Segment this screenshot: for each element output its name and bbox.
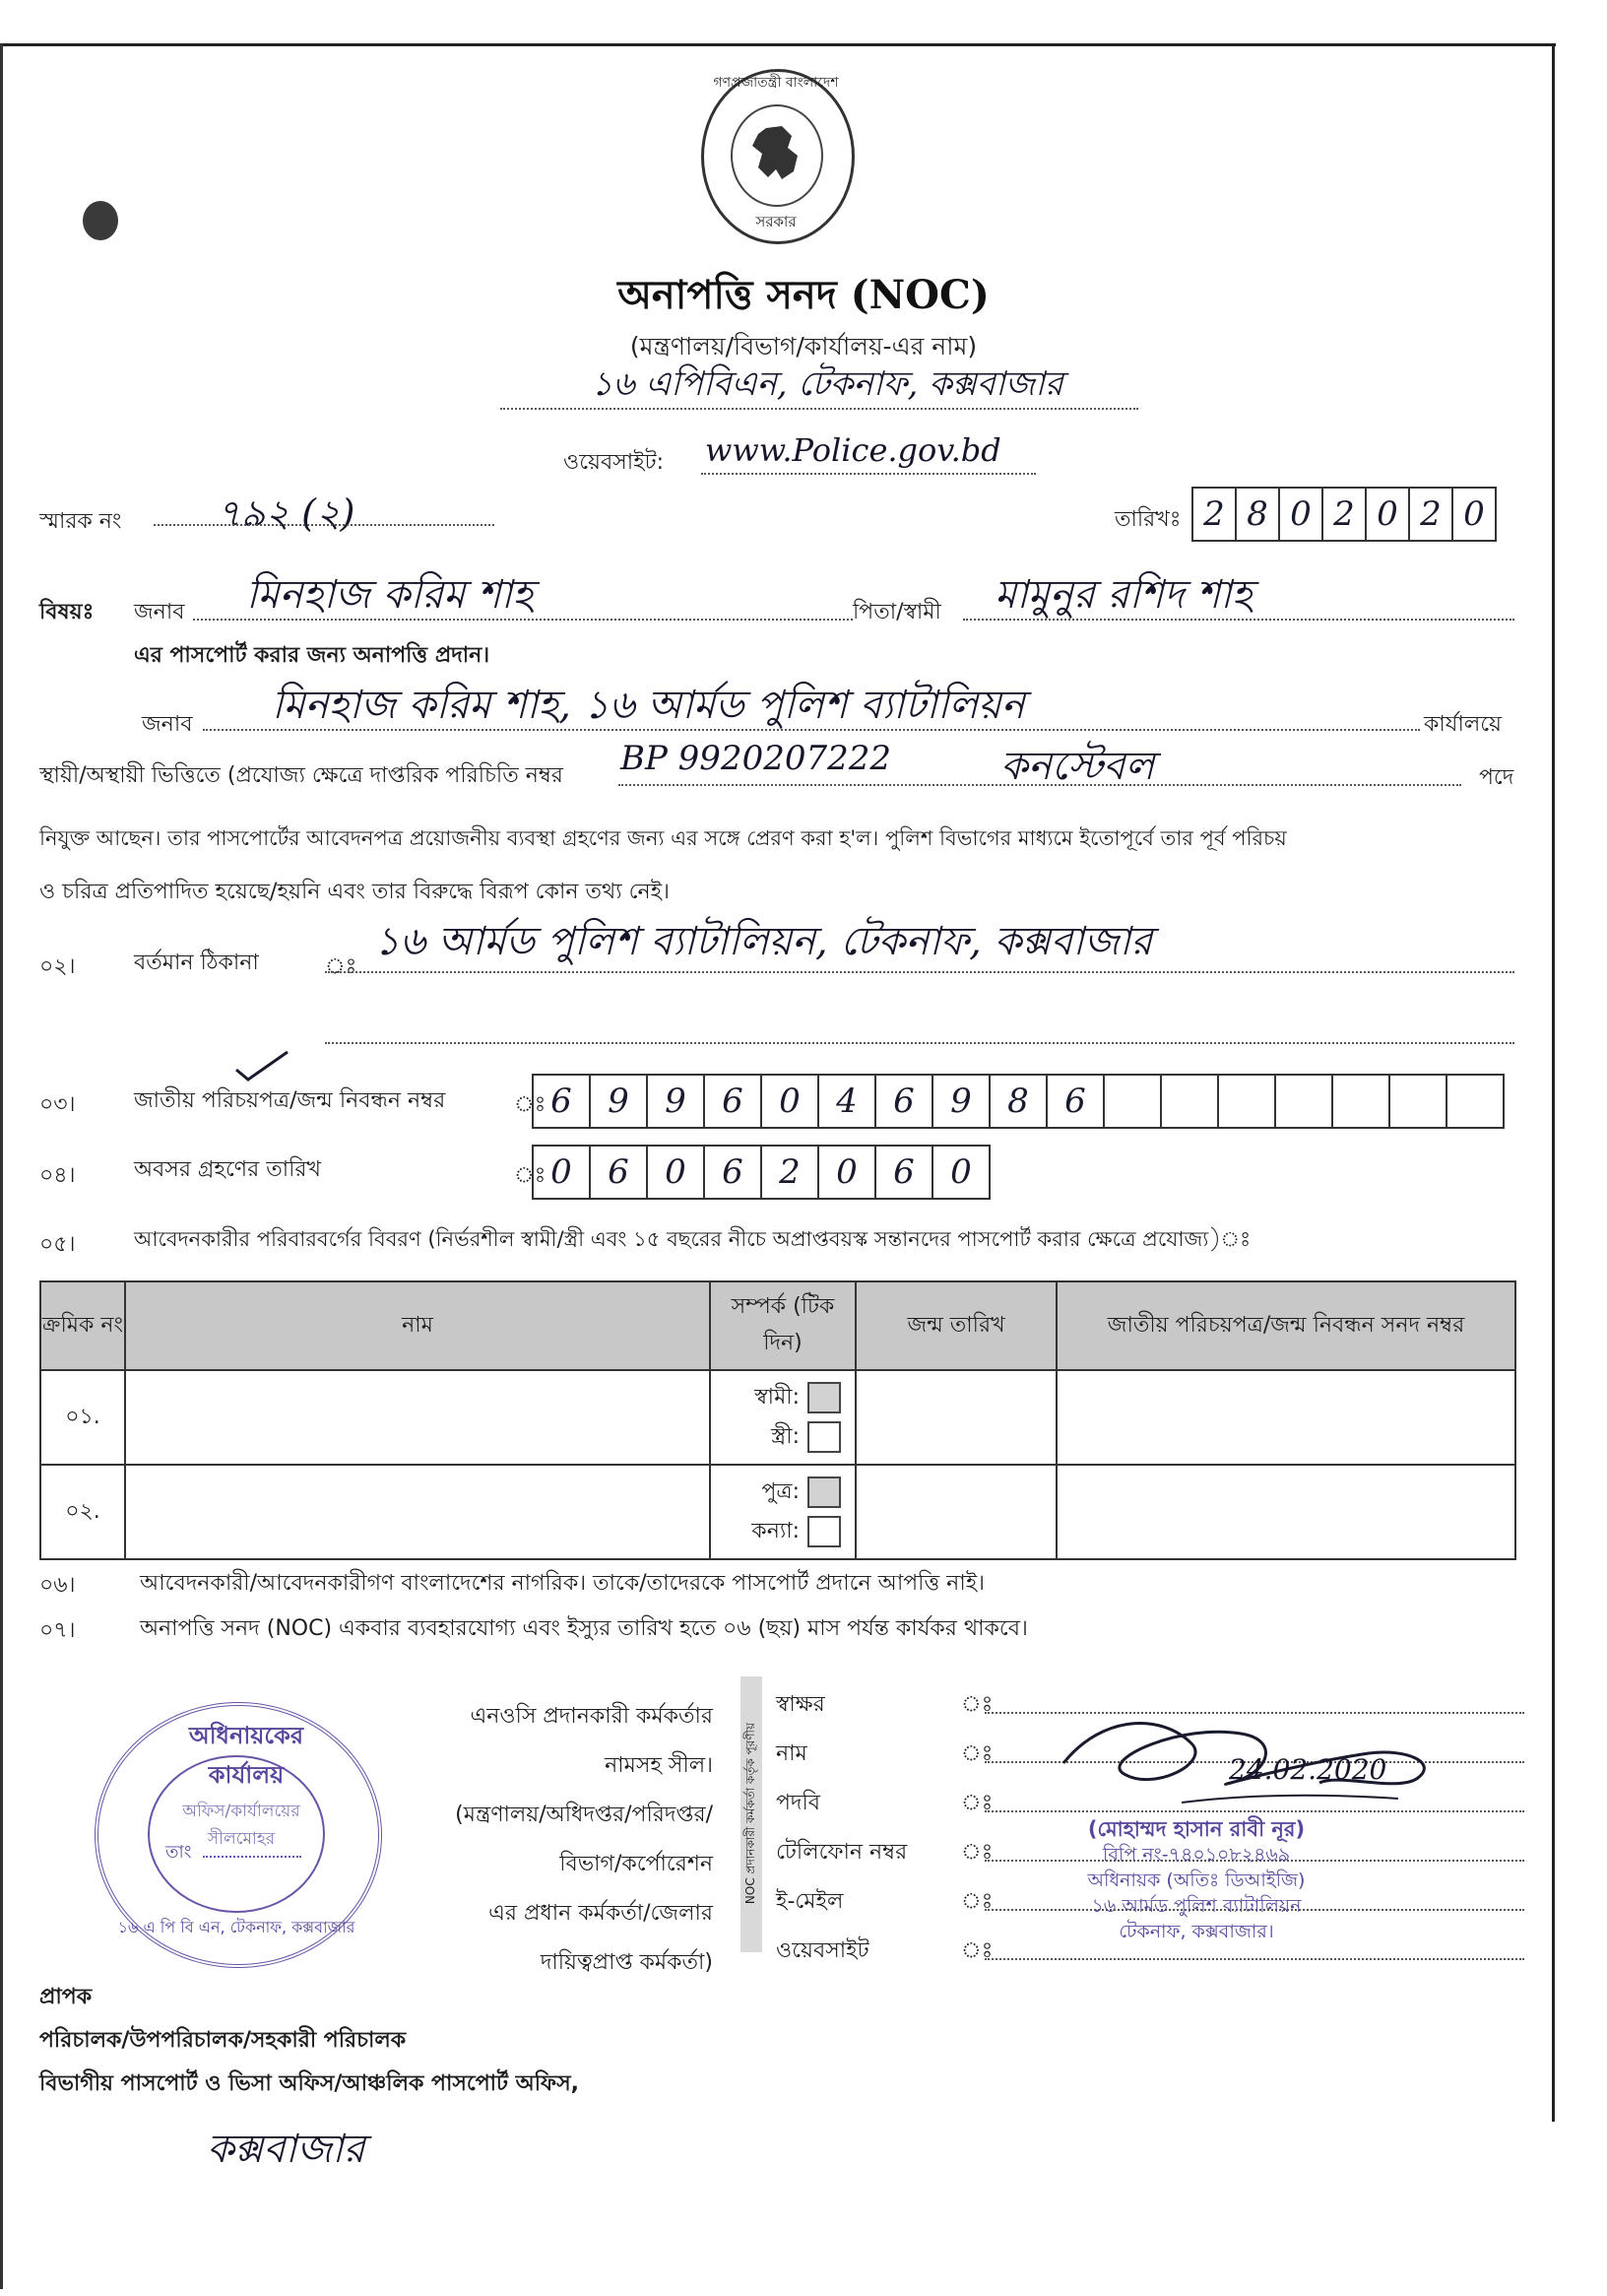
date-digit-7: 0 xyxy=(1463,494,1485,534)
present-address-label: বর্তমান ঠিকানা xyxy=(134,951,259,975)
retirement-digit-2: 6 xyxy=(591,1147,648,1198)
office-name: ১৬ এপিবিএন, টেকনাফ, কক্সবাজার xyxy=(591,364,1063,404)
stamp-date-line xyxy=(203,1856,301,1858)
nid-digit-13 xyxy=(1219,1076,1276,1127)
bangladesh-map-icon xyxy=(748,124,802,183)
nid-digit-1: 6 xyxy=(534,1076,591,1127)
officer-desc-line: বিভাগ/কর্পোরেশন xyxy=(559,1852,713,1876)
retirement-digit-4: 6 xyxy=(705,1147,762,1198)
date-boxes xyxy=(1191,487,1497,542)
husband-checkbox[interactable] xyxy=(807,1382,841,1413)
post-suffix: পদে xyxy=(1479,765,1514,790)
office-name-line xyxy=(500,408,1138,410)
family-description: আবেদনকারীর পরিবারবর্গের বিবরণ (নির্ভরশীল স্বামী/স্ত্রী এবং ১৫ বছরের নীচে অপ্রাপ্তবয়স্ক সন্তানদের পাসপোর্ট করার ক্ষেত্রে প্রযোজ্য)ঃ xyxy=(134,1227,1252,1251)
father-label: পিতা/স্বামী xyxy=(853,600,941,624)
row-birth-cell[interactable] xyxy=(856,1465,1057,1559)
item-3-colon: ঃ xyxy=(514,1092,546,1117)
item-2-colon: ঃ xyxy=(325,954,357,979)
stamp-outer-top: অধিনায়কের কার্যালয় xyxy=(188,1722,304,1789)
nid-digit-6: 4 xyxy=(819,1076,876,1127)
nid-boxes xyxy=(532,1074,1505,1129)
row-birth-cell[interactable] xyxy=(856,1370,1057,1465)
nid-digit-11 xyxy=(1105,1076,1162,1127)
retirement-label: অবসর গ্রহণের তারিখ xyxy=(134,1157,321,1182)
website-label: ওয়েবসাইট: xyxy=(563,450,664,475)
nid-digit-15 xyxy=(1333,1076,1390,1127)
ministry-label: (মন্ত্রণালয়/বিভাগ/কার্যালয়-এর নাম) xyxy=(629,332,978,361)
family-table-header xyxy=(40,1281,1515,1370)
date-digit-5: 0 xyxy=(1367,489,1410,540)
memo-label: স্মারক নং xyxy=(39,509,122,534)
officer-description xyxy=(374,1692,713,1988)
row-nid-cell[interactable] xyxy=(1057,1465,1515,1559)
item-3-number: ০৩। xyxy=(39,1092,76,1117)
present-address-line-1 xyxy=(325,971,1514,973)
officer-stamp: (মোহাম্মদ হাসান রাবী নূর) বিপি নং-৭৪০১০৮২৪৬৯ অধিনায়ক (অতিঃ ডিআইজি) ১৬ আর্মড পুলিশ ব্যাটালিয়ন টেকনাফ, কক্সবাজার। xyxy=(1087,1817,1306,1942)
row-nid-cell[interactable] xyxy=(1057,1370,1515,1465)
citizenship-text: আবেদনকারী/আবেদনকারীগণ বাংলাদেশের নাগরিক। তাকে/তাদেরকে পাসপোর্ট প্রদানে আপত্তি নাই। xyxy=(140,1571,986,1596)
stamp-date-label: তাং xyxy=(165,1842,192,1863)
recipient-line-1: পরিচালক/উপপরিচালক/সহকারী পরিচালক xyxy=(39,2028,407,2053)
nid-digit-10: 6 xyxy=(1048,1076,1105,1127)
date-digit-6: 2 xyxy=(1410,489,1453,540)
page-title: অনাপত্তি সনদ (NOC) xyxy=(617,272,990,318)
date-label: তারিখঃ xyxy=(1115,507,1182,532)
father-name-line xyxy=(963,619,1514,621)
retirement-digit-5: 2 xyxy=(762,1147,819,1198)
emblem-top-text: গণপ্রজাতন্ত্রী বাংলাদেশ xyxy=(713,75,839,91)
page-border-top xyxy=(0,43,1556,46)
recipient-city: কক্সবাজার xyxy=(207,2127,365,2172)
col-name: নাম xyxy=(125,1281,710,1370)
nid-digit-8: 9 xyxy=(933,1076,991,1127)
item-5-number: ০৫। xyxy=(39,1232,76,1257)
officer-desc-line: এনওসি প্রদানকারী কর্মকর্তার xyxy=(470,1704,713,1729)
field-designation: পদবি ঃ xyxy=(776,1779,1524,1828)
nid-digit-5: 0 xyxy=(762,1076,819,1127)
field-email: ই-মেইল ঃ xyxy=(776,1877,1524,1927)
designation: কনস্টেবল xyxy=(1000,744,1155,789)
recipient-label: প্রাপক xyxy=(39,1985,93,2009)
nid-digit-17 xyxy=(1447,1076,1503,1127)
officer-desc-line: এর প্রধান কর্মকর্তা/জেলার xyxy=(488,1901,713,1926)
row-serial: ০১. xyxy=(40,1370,125,1465)
relation-cell xyxy=(710,1370,856,1465)
vertical-label: NOC প্রদানকারী কর্মকর্তা কর্তৃক পূরণীয় xyxy=(743,1722,757,1905)
field-name: নাম ঃ xyxy=(776,1730,1524,1779)
col-nid: জাতীয় পরিচয়পত্র/জন্ম নিবন্ধন সনদ নম্বর xyxy=(1057,1281,1515,1370)
item-4-number: ০৪। xyxy=(39,1163,76,1188)
col-relation: সম্পর্ক (টিক দিন) xyxy=(710,1281,856,1370)
validity-text: অনাপত্তি সনদ (NOC) একবার ব্যবহারযোগ্য এবং ইস্যুর তারিখ হতে ০৬ (ছয়) মাস পর্যন্ত কার্যকর থাকবে। xyxy=(140,1616,1028,1641)
checkmark-icon xyxy=(232,1048,291,1083)
paragraph-line-2: ও চরিত্র প্রতিপাদিত হয়েছে/হয়নি এবং তার বিরুদ্ধে বিরূপ কোন তথ্য নেই। xyxy=(39,880,670,904)
item-7-number: ০৭। xyxy=(39,1618,76,1643)
nid-digit-7: 6 xyxy=(876,1076,933,1127)
son-checkbox[interactable] xyxy=(807,1476,841,1508)
present-address-value: ১৬ আর্মড পুলিশ ব্যাটালিয়ন, টেকনাফ, কক্সবাজার xyxy=(374,919,1153,964)
officer-desc-line: দায়িত্বপ্রাপ্ত কর্মকর্তা) xyxy=(540,1950,713,1975)
website-value: www.Police.gov.bd xyxy=(705,431,1001,469)
punch-hole xyxy=(83,201,118,240)
nid-digit-4: 6 xyxy=(705,1076,762,1127)
employee-line: মিনহাজ করিম শাহ, ১৬ আর্মড পুলিশ ব্যাটালিয়ন xyxy=(272,683,1025,728)
col-serial: ক্রমিক নং xyxy=(40,1281,125,1370)
retirement-digit-8: 0 xyxy=(950,1152,972,1192)
nid-digit-14 xyxy=(1276,1076,1333,1127)
officer-desc-line: নামসহ সীল। xyxy=(605,1753,713,1778)
row-name-cell[interactable] xyxy=(125,1370,710,1465)
nid-digit-3: 9 xyxy=(648,1076,705,1127)
date-digit-4: 2 xyxy=(1323,489,1367,540)
field-telephone: টেলিফোন নম্বর ঃ xyxy=(776,1828,1524,1877)
recipient-line-2: বিভাগীয় পাসপোর্ট ও ভিসা অফিস/আঞ্চলিক পাসপোর্ট অফিস, xyxy=(39,2071,579,2096)
stamp-inner-text: অফিস/কার্যালয়ের সীলমোহর xyxy=(182,1802,300,1849)
item-2-number: ০২। xyxy=(39,954,76,979)
employee-line-dots xyxy=(203,729,1420,731)
row-serial: ০২. xyxy=(40,1465,125,1559)
nid-digit-9: 8 xyxy=(991,1076,1048,1127)
applicant-name: মিনহাজ করিম শাহ xyxy=(246,572,534,618)
father-name: মামুনুর রশিদ শাহ xyxy=(995,572,1253,618)
nid-digit-16 xyxy=(1390,1076,1447,1127)
retirement-digit-1: 0 xyxy=(534,1147,591,1198)
present-address-line-2 xyxy=(325,1042,1514,1044)
nid-digit-12 xyxy=(1162,1076,1219,1127)
item-4-colon: ঃ xyxy=(514,1163,546,1188)
field-website: ওয়েবসাইট ঃ xyxy=(776,1927,1524,1976)
memo-number: ৭৯২ (২) xyxy=(217,492,355,535)
website-line xyxy=(701,473,1036,475)
subject-line2: এর পাসপোর্ট করার জন্য অনাপত্তি প্রদান। xyxy=(134,643,490,668)
relation-wife-label: স্ত্রী: xyxy=(771,1424,800,1449)
page-border-left xyxy=(0,43,3,2289)
daughter-checkbox[interactable] xyxy=(807,1516,841,1547)
subject-mr-label: জনাব xyxy=(134,600,185,624)
emblem-bottom-text: সরকার xyxy=(755,213,797,230)
date-digit-2: 8 xyxy=(1237,489,1280,540)
table-row xyxy=(40,1370,1515,1465)
office-suffix: কার্যালয়ে xyxy=(1424,712,1503,737)
relation-daughter-label: কন্যা: xyxy=(751,1519,800,1543)
field-signature: স্বাক্ষর ঃ xyxy=(776,1680,1524,1730)
date-digit-1: 2 xyxy=(1193,489,1237,540)
relation-son-label: পুত্র: xyxy=(761,1479,800,1505)
retirement-boxes xyxy=(532,1145,991,1200)
item-6-number: ০৬। xyxy=(39,1573,76,1598)
subject-label: বিষয়ঃ xyxy=(39,600,95,624)
official-id-line xyxy=(618,784,1461,786)
col-birth-date: জন্ম তারিখ xyxy=(856,1281,1057,1370)
signature-date: 24.02.2020 xyxy=(1229,1753,1387,1786)
stamp-outer-bottom: ১৬ এ পি বি এন, টেকনাফ, কক্সবাজার xyxy=(117,1918,355,1936)
paragraph-line-1: নিযুক্ত আছেন। তার পাসপোর্টের আবেদনপত্র প্রয়োজনীয় ব্যবস্থা গ্রহণের জন্য এর সঙ্গে প্রেরণ করা হ'ল। পুলিশ বিভাগের মাধ্যমে ইতোপূর্বে তার পূর্ব পরিচয় xyxy=(39,826,1287,850)
retirement-digit-3: 0 xyxy=(648,1147,705,1198)
row-name-cell[interactable] xyxy=(125,1465,710,1559)
memo-line xyxy=(154,524,494,526)
retirement-digit-6: 0 xyxy=(819,1147,876,1198)
applicant-name-line xyxy=(193,619,853,621)
retirement-digit-7: 6 xyxy=(876,1147,933,1198)
relation-husband-label: স্বামী: xyxy=(754,1385,800,1410)
table-row xyxy=(40,1465,1515,1559)
officer-desc-line: (মন্ত্রণালয়/অধিদপ্তর/পরিদপ্তর/ xyxy=(455,1803,713,1827)
nid-digit-2: 9 xyxy=(591,1076,648,1127)
official-id: BP 9920207222 xyxy=(620,739,891,778)
permanent-text: স্থায়ী/অস্থায়ী ভিত্তিতে (প্রযোজ্য ক্ষেত্রে দাপ্তরিক পরিচিতি নম্বর xyxy=(39,763,563,788)
family-table xyxy=(39,1280,1516,1560)
nid-label: জাতীয় পরিচয়পত্র/জন্ম নিবন্ধন নম্বর xyxy=(134,1088,446,1113)
date-digit-3: 0 xyxy=(1280,489,1323,540)
relation-cell xyxy=(710,1465,856,1559)
wife-checkbox[interactable] xyxy=(807,1421,841,1453)
body-mr-label: জনাব xyxy=(142,712,193,737)
